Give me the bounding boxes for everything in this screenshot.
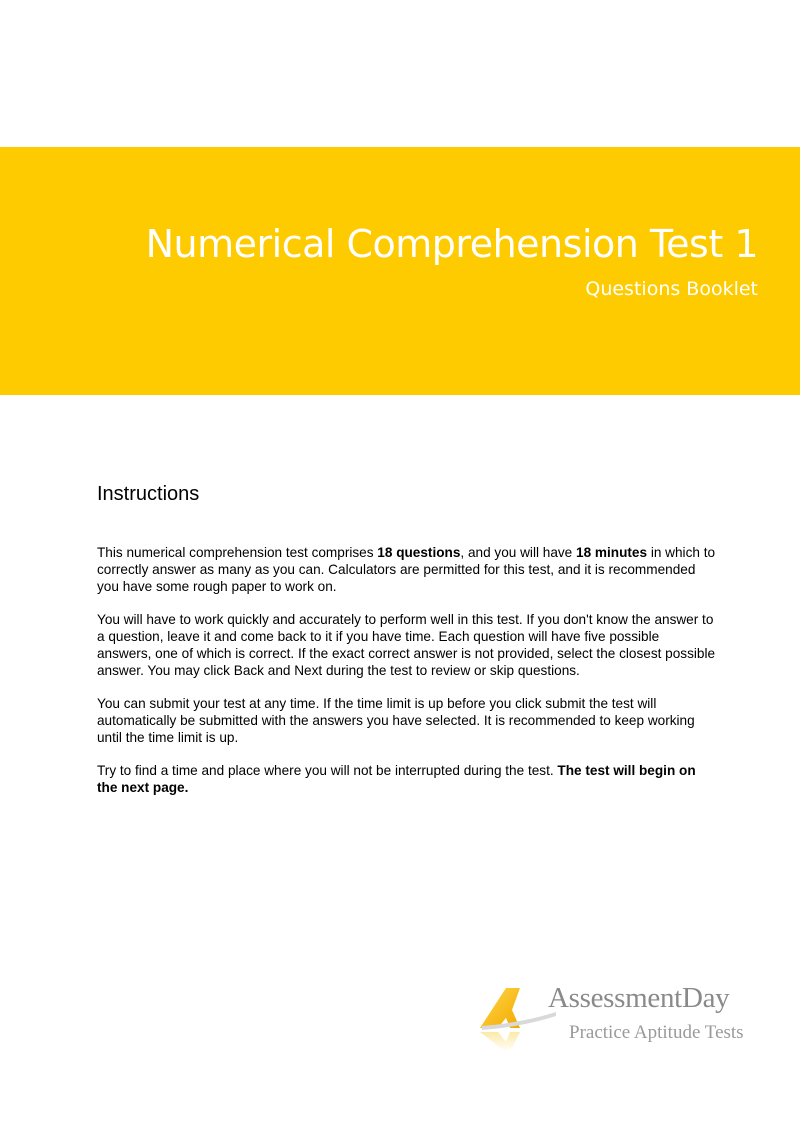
assessmentday-a-logo-icon bbox=[476, 980, 556, 1055]
p1-text-e: in which to correctly answer as many as you can. Calculators are permitted for this test, and it is recommended you have some rough paper to work on. bbox=[97, 545, 716, 594]
question-count: 18 questions bbox=[377, 545, 461, 560]
instructions-paragraph-3: You can submit your test at any time. If the time limit is up before you click submit the test will automatically be submitted with the answers you have selected. It is recommended to keep working until the time limit is up. bbox=[97, 696, 695, 745]
instructions-paragraph-1 bbox=[97, 544, 717, 595]
next-page-note: The test will begin on the next page. bbox=[97, 763, 696, 795]
assessmentday-logo bbox=[476, 980, 776, 1055]
p4-text-a: Try to find a time and place where you will not be interrupted during the test. bbox=[97, 763, 558, 778]
logo-name: AssessmentDay bbox=[548, 982, 730, 1014]
p1-text-c: , and you will have bbox=[460, 545, 577, 560]
instructions-section bbox=[97, 480, 717, 812]
time-limit: 18 minutes bbox=[576, 545, 648, 560]
p1-text-a: This numerical comprehension test comprises bbox=[97, 545, 378, 560]
logo-tagline: Practice Aptitude Tests bbox=[569, 1022, 744, 1043]
document-title: Numerical Comprehension Test 1 bbox=[145, 222, 758, 266]
document-subtitle: Questions Booklet bbox=[585, 278, 758, 300]
instructions-paragraph-2: You will have to work quickly and accurately to perform well in this test. If you don't know the answer to a question, leave it and come back to it if you have time. Each question will have five possible answers, one of which is correct. If the exact correct answer is not provided, select the closest possible answer. You may click Back and Next during the test to review or skip questions. bbox=[97, 612, 716, 678]
title-banner bbox=[0, 147, 800, 395]
instructions-heading: Instructions bbox=[97, 483, 200, 505]
instructions-paragraph-4 bbox=[97, 762, 717, 796]
